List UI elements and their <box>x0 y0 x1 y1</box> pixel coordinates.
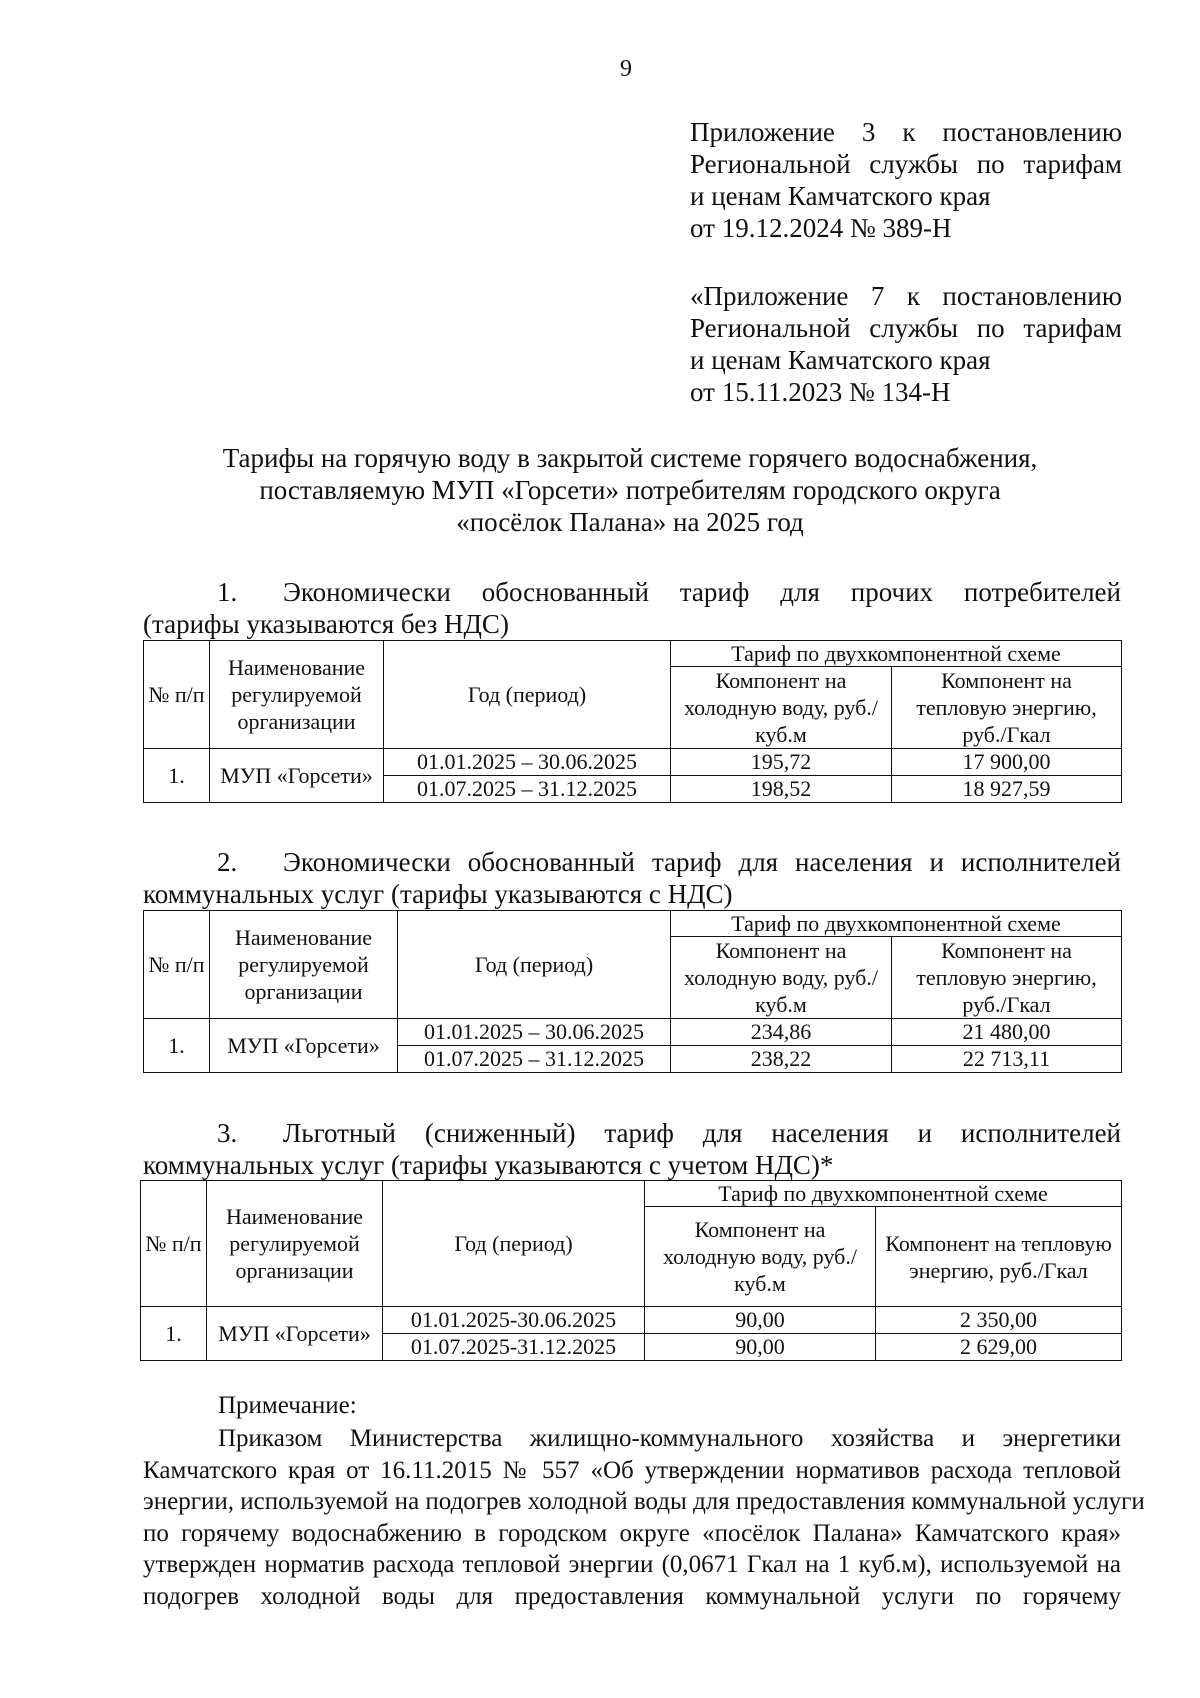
header-number: № п/п <box>141 1181 207 1307</box>
tariff-table-2 <box>143 910 1122 1073</box>
appendix-3-header <box>690 116 1122 244</box>
heat-value: 22 713,11 <box>892 1046 1122 1073</box>
appendix-7-line: и ценам Камчатского края <box>690 345 991 375</box>
cold-water-value: 195,72 <box>671 749 892 776</box>
tariff-table-3 <box>140 1180 1122 1361</box>
heat-value: 21 480,00 <box>892 1019 1122 1046</box>
header-scheme: Тариф по двухкомпонентной схеме <box>671 911 1122 937</box>
period-cell: 01.07.2025 – 31.12.2025 <box>384 776 671 803</box>
row-number: 1. <box>141 1307 207 1361</box>
heat-value: 2 350,00 <box>876 1307 1122 1334</box>
note-line: по горячему водоснабжению в городском округе «посёлок Палана» Камчатского края» <box>143 1519 1121 1547</box>
organization-name: МУП «Горсети» <box>210 1019 398 1073</box>
heat-value: 2 629,00 <box>876 1334 1122 1361</box>
section-3-heading <box>143 1117 1121 1181</box>
period-cell: 01.01.2025-30.06.2025 <box>383 1307 645 1334</box>
document-title <box>140 442 1120 538</box>
period-cell: 01.01.2025 – 30.06.2025 <box>384 749 671 776</box>
appendix-7-line: от 15.11.2023 № 134-Н <box>690 377 951 407</box>
header-period: Год (период) <box>383 1181 645 1307</box>
note-body <box>143 1423 1145 1612</box>
section-heading-line: Льготный (сниженный) тариф для населения и исполнителей <box>283 1118 1121 1148</box>
cold-water-value: 234,86 <box>671 1019 892 1046</box>
header-scheme: Тариф по двухкомпонентной схеме <box>645 1181 1122 1207</box>
header-organization: Наименование регулируемой организации <box>210 911 398 1019</box>
section-heading-line: (тарифы указываются без НДС) <box>143 609 509 639</box>
header-heat: Компонент на тепловую энергию, руб./Гкал <box>892 667 1122 749</box>
header-number: № п/п <box>144 641 210 749</box>
note-line: утвержден норматив расхода тепловой энергии (0,0671 Гкал на 1 куб.м), используемой на <box>143 1551 1121 1578</box>
header-organization: Наименование регулируемой организации <box>210 641 384 749</box>
cold-water-value: 198,52 <box>671 776 892 803</box>
header-heat: Компонент на тепловую энергию, руб./Гкал <box>892 937 1122 1019</box>
section-heading-line: коммунальных услуг (тарифы указываются с НДС) <box>143 879 733 909</box>
header-cold-water: Компонент на холодную воду, руб./куб.м <box>671 667 892 749</box>
table-row <box>144 749 1122 776</box>
section-number: 2. <box>217 847 238 877</box>
period-cell: 01.01.2025 – 30.06.2025 <box>398 1019 671 1046</box>
heat-value: 17 900,00 <box>892 749 1122 776</box>
table-row <box>144 1019 1122 1046</box>
appendix-7-line: Региональной службы по тарифам <box>690 313 1122 343</box>
section-number: 1. <box>217 577 238 607</box>
row-number: 1. <box>144 749 210 803</box>
cold-water-value: 90,00 <box>645 1334 876 1361</box>
section-heading-line: Экономически обоснованный тариф для прочих потребителей <box>283 577 1121 607</box>
header-organization: Наименование регулируемой организации <box>207 1181 383 1307</box>
period-cell: 01.07.2025 – 31.12.2025 <box>398 1046 671 1073</box>
title-line: «посёлок Палана» на 2025 год <box>456 507 804 537</box>
organization-name: МУП «Горсети» <box>210 749 384 803</box>
appendix-3-line: от 19.12.2024 № 389-Н <box>690 213 952 243</box>
section-heading-line: Экономически обоснованный тариф для населения и исполнителей <box>283 847 1121 877</box>
heat-value: 18 927,59 <box>892 776 1122 803</box>
appendix-7-line: «Приложение 7 к постановлению <box>690 281 1122 311</box>
row-number: 1. <box>144 1019 210 1073</box>
header-period: Год (период) <box>398 911 671 1019</box>
appendix-7-header <box>690 280 1122 408</box>
note-title: Примечание: <box>218 1392 357 1419</box>
note-line: Приказом Министерства жилищно-коммунального хозяйства и энергетики <box>218 1425 1121 1452</box>
appendix-3-line: и ценам Камчатского края <box>690 181 991 211</box>
header-number: № п/п <box>144 911 210 1019</box>
section-1-heading <box>143 576 1121 640</box>
note-line: подогрев холодной воды для предоставления коммунальной услуги по горячему <box>143 1582 1121 1610</box>
section-2-heading <box>143 846 1121 910</box>
section-number: 3. <box>217 1118 238 1148</box>
header-heat: Компонент на тепловую энергию, руб./Гкал <box>876 1207 1122 1307</box>
header-scheme: Тариф по двухкомпонентной схеме <box>671 641 1122 667</box>
title-line: Тарифы на горячую воду в закрытой системе горячего водоснабжения, <box>222 443 1038 473</box>
header-cold-water: Компонент на холодную воду, руб./куб.м <box>671 937 892 1019</box>
section-heading-line: коммунальных услуг (тарифы указываются с учетом НДС)* <box>143 1150 834 1180</box>
note-line: Камчатского края от 16.11.2015 № 557 «Об утверждении нормативов расхода тепловой <box>143 1456 1121 1484</box>
note-line: энергии, используемой на подогрев холодной воды для предоставления коммунальной услуги <box>143 1488 1145 1515</box>
page-number: 9 <box>620 56 632 82</box>
header-cold-water: Компонент на холодную воду, руб./куб.м <box>645 1207 876 1307</box>
organization-name: МУП «Горсети» <box>207 1307 383 1361</box>
cold-water-value: 238,22 <box>671 1046 892 1073</box>
period-cell: 01.07.2025-31.12.2025 <box>383 1334 645 1361</box>
appendix-3-line: Региональной службы по тарифам <box>690 149 1122 179</box>
header-period: Год (период) <box>384 641 671 749</box>
title-line: поставляемую МУП «Горсети» потребителям городского округа <box>259 475 1001 505</box>
tariff-table-1 <box>143 640 1122 803</box>
appendix-3-line: Приложение 3 к постановлению <box>690 117 1122 147</box>
table-row <box>141 1307 1122 1334</box>
cold-water-value: 90,00 <box>645 1307 876 1334</box>
